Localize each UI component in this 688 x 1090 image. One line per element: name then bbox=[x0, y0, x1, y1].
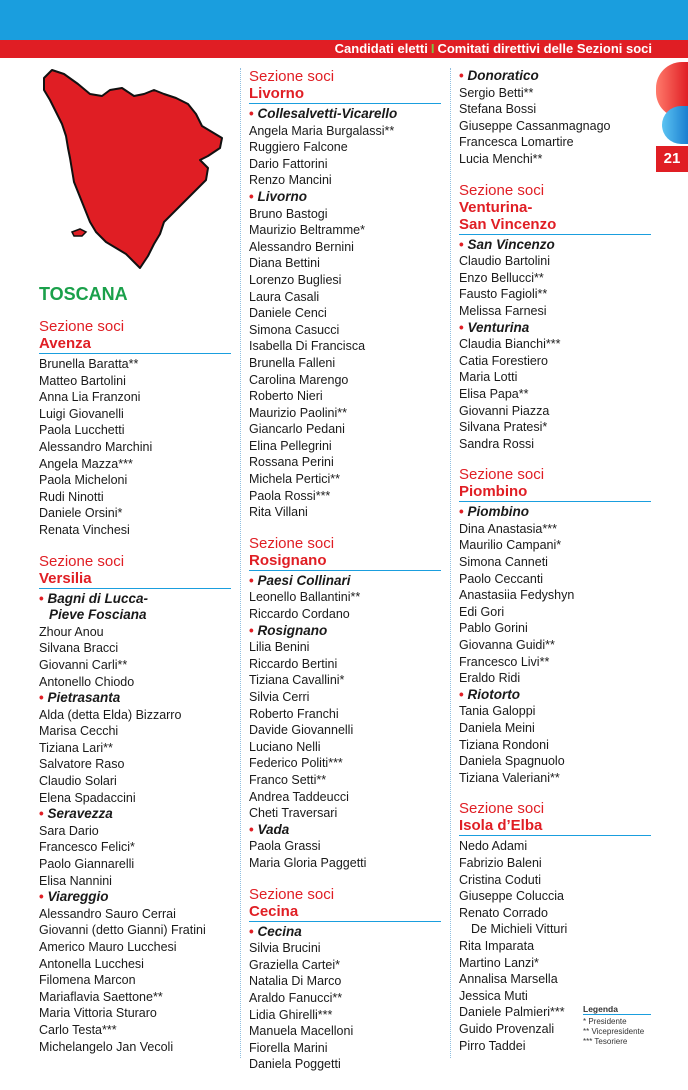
member-name: Elisa Nannini bbox=[39, 873, 112, 888]
member-name: Claudia Bianchi*** bbox=[459, 337, 561, 352]
section-name: Isola d’Elba bbox=[459, 817, 543, 835]
legend-item: * Presidente bbox=[583, 1017, 627, 1026]
member-name: Isabella Di Francisca bbox=[249, 339, 366, 354]
member-name: Daniela Spagnuolo bbox=[459, 754, 565, 769]
member-name: Stefana Bossi bbox=[459, 102, 537, 117]
member-name: Roberto Franchi bbox=[249, 706, 339, 721]
subsection-heading bbox=[39, 806, 231, 823]
member-name: Eraldo Ridi bbox=[459, 671, 521, 686]
member-name: Rossana Perini bbox=[249, 455, 334, 470]
member-name: Sandra Rossi bbox=[459, 436, 535, 451]
section-name: Avenza bbox=[39, 335, 91, 352]
bullet-icon: • bbox=[249, 622, 258, 638]
member-name: Giovanna Guidi** bbox=[459, 638, 555, 653]
bullet-icon: • bbox=[459, 504, 468, 520]
member-name: Ruggiero Falcone bbox=[249, 140, 348, 155]
elba-island bbox=[72, 229, 86, 236]
member-name: Fausto Fagioli** bbox=[459, 287, 548, 302]
member-name: Silvana Bracci bbox=[39, 641, 119, 656]
section-label: Sezione soci bbox=[39, 318, 125, 335]
column-1 bbox=[39, 318, 231, 1069]
member-name: Enzo Bellucci** bbox=[459, 270, 544, 285]
member-name: Jessica Muti bbox=[459, 988, 528, 1003]
member-name: Davide Giovannelli bbox=[249, 723, 354, 738]
subsection-name: Pietrasanta bbox=[47, 690, 121, 706]
member-name: Fabrizio Baleni bbox=[459, 855, 542, 870]
member-name: Lucia Menchi** bbox=[459, 151, 543, 166]
section bbox=[249, 535, 441, 872]
column-divider bbox=[450, 68, 451, 1058]
member-name: Giovanni Carli** bbox=[39, 657, 128, 672]
member-name: Anastasiia Fedyshyn bbox=[459, 588, 575, 603]
bullet-icon: • bbox=[459, 236, 468, 252]
section bbox=[459, 466, 651, 786]
section-label: Sezione soci bbox=[39, 552, 125, 570]
bullet-icon: • bbox=[459, 319, 468, 335]
bullet-icon: • bbox=[39, 889, 48, 905]
bullet-icon: • bbox=[249, 572, 258, 588]
subsection-heading bbox=[459, 687, 651, 704]
subsection-heading bbox=[249, 573, 441, 590]
section-heading bbox=[249, 68, 441, 104]
subsection-heading bbox=[39, 690, 231, 707]
member-name: Laura Casali bbox=[249, 289, 320, 304]
member-name: Michela Pertici** bbox=[249, 472, 341, 487]
member-name: Graziella Cartei* bbox=[249, 957, 341, 972]
member-name: Roberto Nieri bbox=[249, 389, 323, 404]
member-name: Tiziana Lari** bbox=[39, 740, 113, 755]
member-name: Mariaflavia Saettone** bbox=[39, 989, 163, 1004]
subsection-heading bbox=[459, 504, 651, 521]
section-label: Sezione soci bbox=[459, 800, 545, 818]
bullet-icon: • bbox=[39, 690, 48, 706]
member-name: Silvia Cerri bbox=[249, 690, 310, 704]
member-name: Manuela Macelloni bbox=[249, 1024, 354, 1039]
section-label: Sezione soci bbox=[459, 466, 545, 484]
section bbox=[39, 318, 231, 539]
subsection-heading bbox=[249, 189, 441, 206]
bullet-icon: • bbox=[459, 686, 468, 702]
subsection-name: Cecina bbox=[257, 923, 302, 939]
member-name: Paolo Ceccanti bbox=[459, 571, 544, 586]
member-name: Tiziana Valeriani** bbox=[459, 770, 560, 785]
member-name: Pirro Taddei bbox=[459, 1038, 526, 1053]
region-title: TOSCANA bbox=[39, 284, 128, 304]
member-name: Angela Maria Burgalassi** bbox=[249, 123, 395, 138]
member-name: Rita Villani bbox=[249, 505, 308, 520]
member-name: Sergio Betti** bbox=[459, 85, 534, 100]
subsection-heading bbox=[249, 106, 441, 123]
member-name: Simona Canneti bbox=[459, 555, 548, 570]
subsection-heading bbox=[39, 889, 231, 906]
section-name: Versilia bbox=[39, 569, 92, 587]
member-name: Melissa Farnesi bbox=[459, 303, 547, 318]
bullet-icon: • bbox=[249, 923, 258, 939]
subsection-name: San Vincenzo bbox=[467, 236, 555, 252]
member-name: Riccardo Bertini bbox=[249, 656, 338, 671]
subsection-name: Collesalvetti-Vicarello bbox=[257, 106, 398, 121]
subsection-heading bbox=[249, 623, 441, 640]
member-name: Dina Anastasia*** bbox=[459, 521, 557, 536]
member-name: Elisa Papa** bbox=[459, 386, 529, 401]
subsection-name: Seravezza bbox=[47, 806, 113, 822]
member-name: Daniele Orsini* bbox=[39, 506, 123, 521]
column-3 bbox=[459, 68, 651, 1068]
member-name: Cheti Traversari bbox=[249, 806, 338, 821]
section bbox=[39, 553, 231, 1056]
member-name: Nedo Adami bbox=[459, 839, 528, 854]
section-name: Venturina- San Vincenzo bbox=[459, 198, 557, 233]
member-name: Leonello Ballantini** bbox=[249, 590, 361, 605]
legend-title: Legenda bbox=[583, 1004, 651, 1015]
bullet-icon: • bbox=[249, 188, 258, 204]
legend bbox=[583, 1004, 651, 1047]
member-name: Maurilio Campani* bbox=[459, 538, 562, 553]
member-name: Paola Rossi*** bbox=[249, 488, 331, 503]
member-name: Carolina Marengo bbox=[249, 372, 349, 387]
member-name: Claudio Solari bbox=[39, 774, 117, 789]
member-name: Giuseppe Cassanmagnago bbox=[459, 118, 611, 133]
subsection-name: Donoratico bbox=[467, 68, 539, 83]
member-name: Martino Lanzi* bbox=[459, 955, 539, 970]
member-name: Diana Bettini bbox=[249, 256, 320, 271]
member-name: Paola Lucchetti bbox=[39, 423, 125, 438]
subsection-heading bbox=[249, 924, 441, 941]
member-name: Daniela Meini bbox=[459, 721, 535, 735]
member-name: Michelangelo Jan Vecoli bbox=[39, 1039, 174, 1054]
subsection-heading bbox=[459, 68, 651, 85]
member-name: Matteo Bartolini bbox=[39, 373, 126, 388]
section-name: Piombino bbox=[459, 483, 528, 501]
member-name: Catia Forestiero bbox=[459, 353, 548, 368]
member-name: Natalia Di Marco bbox=[249, 974, 342, 989]
member-name: Francesca Lomartire bbox=[459, 135, 574, 150]
member-name: Marisa Cecchi bbox=[39, 724, 119, 739]
subsection-name: Bagni di Lucca- Pieve Fosciana bbox=[47, 590, 148, 623]
member-name: Giuseppe Coluccia bbox=[459, 889, 564, 904]
subsection-name: Vada bbox=[257, 821, 290, 837]
header-title: Candidati eletti bbox=[334, 41, 428, 56]
member-name: Antonella Lucchesi bbox=[39, 956, 144, 971]
member-name: Alessandro Bernini bbox=[249, 239, 354, 254]
member-name: Rita Imparata bbox=[459, 938, 535, 953]
member-name: Maria Lotti bbox=[459, 370, 518, 385]
legend-item: *** Tesoriere bbox=[583, 1037, 628, 1046]
member-name: Elina Pellegrini bbox=[249, 438, 332, 453]
section-label: Sezione soci bbox=[249, 885, 335, 903]
member-name: Rudi Ninotti bbox=[39, 489, 104, 504]
member-name: Fiorella Marini bbox=[249, 1040, 328, 1055]
column-2 bbox=[249, 68, 441, 1087]
member-name: Renato Corrado De Michieli Vitturi bbox=[459, 905, 651, 938]
subsection-name: Piombino bbox=[467, 504, 529, 520]
member-name: Bruno Bastogi bbox=[249, 206, 328, 221]
member-name: Elena Spadaccini bbox=[39, 790, 136, 805]
column-divider bbox=[240, 68, 241, 1058]
section bbox=[459, 182, 651, 453]
member-name: Franco Setti** bbox=[249, 772, 327, 787]
member-name: Tiziana Cavallini* bbox=[249, 673, 345, 688]
member-name: Andrea Taddeucci bbox=[249, 789, 349, 804]
header-subtitle: Comitati direttivi delle Sezioni soci bbox=[437, 41, 652, 56]
member-name: Americo Mauro Lucchesi bbox=[39, 940, 177, 954]
member-name: Francesco Felici* bbox=[39, 840, 135, 855]
member-name: Dario Fattorini bbox=[249, 156, 328, 171]
header-separator: I bbox=[430, 41, 435, 56]
tuscany-map-shape bbox=[44, 70, 222, 268]
subsection-name: Riotorto bbox=[467, 686, 520, 702]
member-name: Paola Grassi bbox=[249, 839, 321, 854]
member-name: Lilia Benini bbox=[249, 640, 310, 655]
top-blue-band bbox=[0, 0, 688, 40]
member-name: Renata Vinchesi bbox=[39, 522, 130, 537]
member-name: Carlo Testa*** bbox=[39, 1022, 117, 1037]
bullet-icon: • bbox=[249, 821, 258, 837]
subsection-heading bbox=[39, 591, 231, 624]
member-name: Paolo Giannarelli bbox=[39, 857, 135, 872]
member-name: Giancarlo Pedani bbox=[249, 422, 345, 437]
subsection-name: Viareggio bbox=[47, 889, 109, 905]
member-name: Anna Lia Franzoni bbox=[39, 390, 141, 405]
member-name: Daniela Poggetti bbox=[249, 1057, 341, 1072]
member-name: Maria Gloria Paggetti bbox=[249, 855, 367, 870]
member-name: Maurizio Paolini** bbox=[249, 405, 347, 420]
member-name: Angela Mazza*** bbox=[39, 456, 133, 471]
member-name: Filomena Marcon bbox=[39, 973, 136, 988]
member-name: Maria Vittoria Sturaro bbox=[39, 1006, 157, 1021]
member-name: Zhour Anou bbox=[39, 624, 104, 639]
subsection-name: Rosignano bbox=[257, 622, 328, 638]
member-name-continuation: De Michieli Vitturi bbox=[471, 922, 568, 937]
member-name: Tiziana Rondoni bbox=[459, 737, 549, 752]
legend-item: ** Vicepresidente bbox=[583, 1027, 645, 1036]
section-heading bbox=[39, 318, 231, 354]
subsection-heading bbox=[459, 320, 651, 337]
member-name: Federico Politi*** bbox=[249, 756, 343, 771]
section-label: Sezione soci bbox=[459, 181, 545, 199]
member-name: Salvatore Raso bbox=[39, 757, 125, 772]
subsection-heading bbox=[459, 237, 651, 254]
member-name: Renzo Mancini bbox=[249, 173, 332, 188]
member-name: Edi Gori bbox=[459, 604, 505, 619]
member-name: Araldo Fanucci** bbox=[249, 990, 343, 1005]
member-name: Sara Dario bbox=[39, 823, 99, 838]
section bbox=[459, 68, 651, 168]
member-name: Lorenzo Bugliesi bbox=[249, 272, 342, 287]
tuscany-map-icon bbox=[30, 64, 230, 274]
member-name: Francesco Livi** bbox=[459, 654, 550, 669]
section-heading bbox=[249, 535, 441, 571]
subsection-heading bbox=[249, 822, 441, 839]
bullet-icon: • bbox=[459, 68, 468, 83]
member-name: Riccardo Cordano bbox=[249, 607, 350, 622]
decorative-swoosh-blue bbox=[662, 106, 688, 144]
member-name: Silvia Brucini bbox=[249, 941, 321, 956]
subsection-name: Livorno bbox=[257, 188, 307, 204]
page-number: 21 bbox=[656, 146, 688, 172]
member-name: Luciano Nelli bbox=[249, 739, 321, 754]
member-name: Luigi Giovanelli bbox=[39, 406, 124, 421]
subsection-name: Venturina bbox=[467, 319, 530, 335]
member-name: Paola Micheloni bbox=[39, 473, 128, 488]
section bbox=[249, 68, 441, 521]
section-label: Sezione soci bbox=[249, 534, 335, 552]
section-heading bbox=[459, 800, 651, 836]
member-name: Silvana Pratesi* bbox=[459, 420, 548, 435]
member-name: Tania Galoppi bbox=[459, 704, 536, 719]
bullet-icon: • bbox=[249, 106, 258, 121]
section-heading bbox=[459, 182, 651, 235]
member-name: Alessandro Marchini bbox=[39, 439, 153, 454]
section bbox=[249, 886, 441, 1073]
section-label: Sezione soci bbox=[249, 68, 335, 85]
member-name: Antonello Chiodo bbox=[39, 674, 135, 689]
member-name: Guido Provenzali bbox=[459, 1021, 555, 1036]
member-name: Simona Casucci bbox=[249, 322, 340, 337]
member-name: Daniele Cenci bbox=[249, 306, 327, 321]
bullet-icon: • bbox=[39, 806, 48, 822]
member-name: Pablo Gorini bbox=[459, 621, 528, 636]
member-name: Lidia Ghirelli*** bbox=[249, 1007, 333, 1022]
section-heading bbox=[249, 886, 441, 922]
section-heading bbox=[459, 466, 651, 502]
member-name: Alda (detta Elda) Bizzarro bbox=[39, 707, 182, 722]
section-name: Livorno bbox=[249, 85, 304, 102]
bullet-icon: • bbox=[39, 590, 48, 606]
section-heading bbox=[39, 553, 231, 589]
header-bar bbox=[0, 40, 688, 58]
member-name: Brunella Falleni bbox=[249, 355, 336, 370]
member-name: Daniele Palmieri*** bbox=[459, 1005, 565, 1020]
section-name: Cecina bbox=[249, 902, 299, 920]
member-name: Annalisa Marsella bbox=[459, 972, 558, 987]
member-name: Alessandro Sauro Cerrai bbox=[39, 906, 176, 921]
member-name: Giovanni Piazza bbox=[459, 403, 550, 418]
subsection-name: Paesi Collinari bbox=[257, 572, 351, 588]
member-name: Cristina Coduti bbox=[459, 872, 541, 887]
member-name: Maurizio Beltramme* bbox=[249, 223, 366, 238]
member-name: Claudio Bartolini bbox=[459, 254, 551, 269]
member-name: Brunella Baratta** bbox=[39, 357, 139, 371]
member-name: Giovanni (detto Gianni) Fratini bbox=[39, 923, 206, 938]
section-name: Rosignano bbox=[249, 551, 327, 569]
